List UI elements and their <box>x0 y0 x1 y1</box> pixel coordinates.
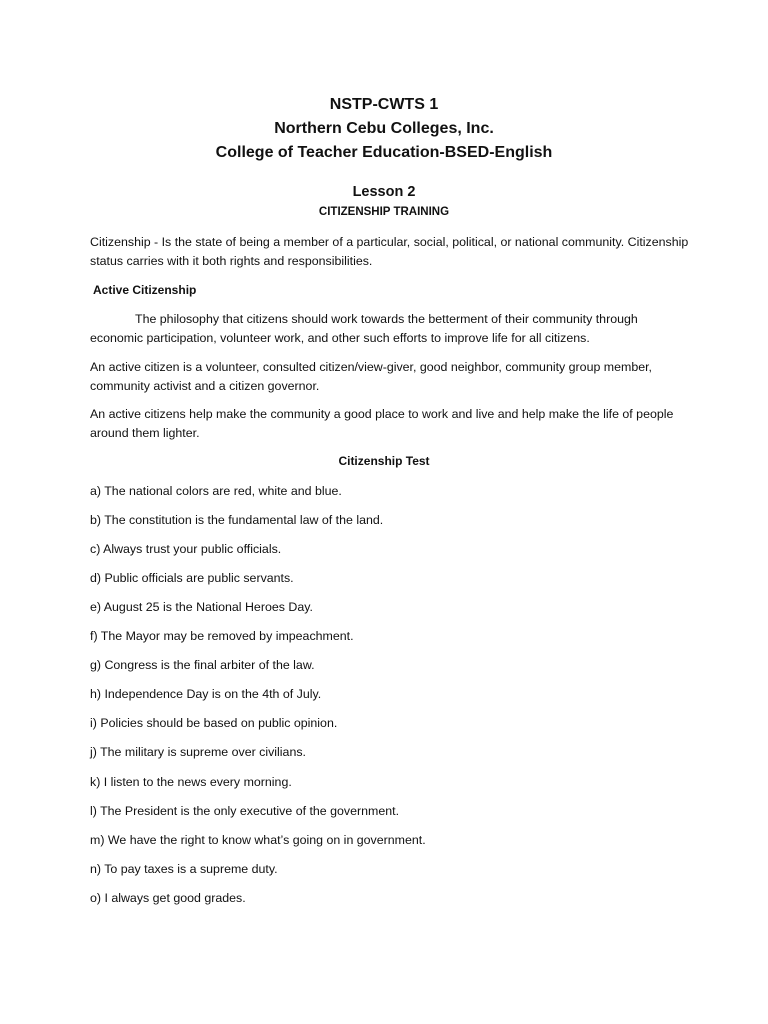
test-item: b) The constitution is the fundamental law of the land. <box>90 513 384 527</box>
test-item: o) I always get good grades. <box>90 891 246 905</box>
test-item: l) The President is the only executive of the government. <box>90 804 400 818</box>
citizenship-test-heading: Citizenship Test <box>338 454 430 468</box>
test-item: n) To pay taxes is a supreme duty. <box>90 862 278 876</box>
active-citizen-help: An active citizens help make the community a good place to work and live and help make the life of people around them lighter. <box>90 407 674 440</box>
test-item: f) The Mayor may be removed by impeachment. <box>90 629 354 643</box>
test-item: k) I listen to the news every morning. <box>90 775 292 789</box>
active-citizen-description: An active citizen is a volunteer, consulted citizen/view-giver, good neighbor, community group member, community activist and a citizen governor. <box>90 360 652 393</box>
active-citizenship-heading: Active Citizenship <box>93 283 197 297</box>
test-item: j) The military is supreme over civilians. <box>90 745 306 759</box>
test-item: a) The national colors are red, white and blue. <box>90 484 342 498</box>
test-item: c) Always trust your public officials. <box>90 542 282 556</box>
test-item: m) We have the right to know what’s going on in government. <box>90 833 426 847</box>
active-citizenship-philosophy: The philosophy that citizens should work towards the betterment of their community through economic participation, volunteer work, and other such efforts to improve life for all citizens. <box>90 312 638 345</box>
test-item: d) Public officials are public servants. <box>90 571 294 585</box>
test-item: e) August 25 is the National Heroes Day. <box>90 600 313 614</box>
header-department: College of Teacher Education-BSED-English <box>215 144 553 161</box>
test-item: h) Independence Day is on the 4th of July. <box>90 687 322 701</box>
test-item: g) Congress is the final arbiter of the law. <box>90 658 315 672</box>
header-school-name: Northern Cebu Colleges, Inc. <box>274 120 494 137</box>
header-course-code: NSTP-CWTS 1 <box>329 96 439 113</box>
test-item: i) Policies should be based on public opinion. <box>90 716 338 730</box>
lesson-number: Lesson 2 <box>352 184 416 200</box>
lesson-title: CITIZENSHIP TRAINING <box>318 206 450 218</box>
citizenship-definition: Citizenship - Is the state of being a member of a particular, social, political, or national community. Citizenship status carries with it both rights and responsibilities. <box>90 235 689 268</box>
